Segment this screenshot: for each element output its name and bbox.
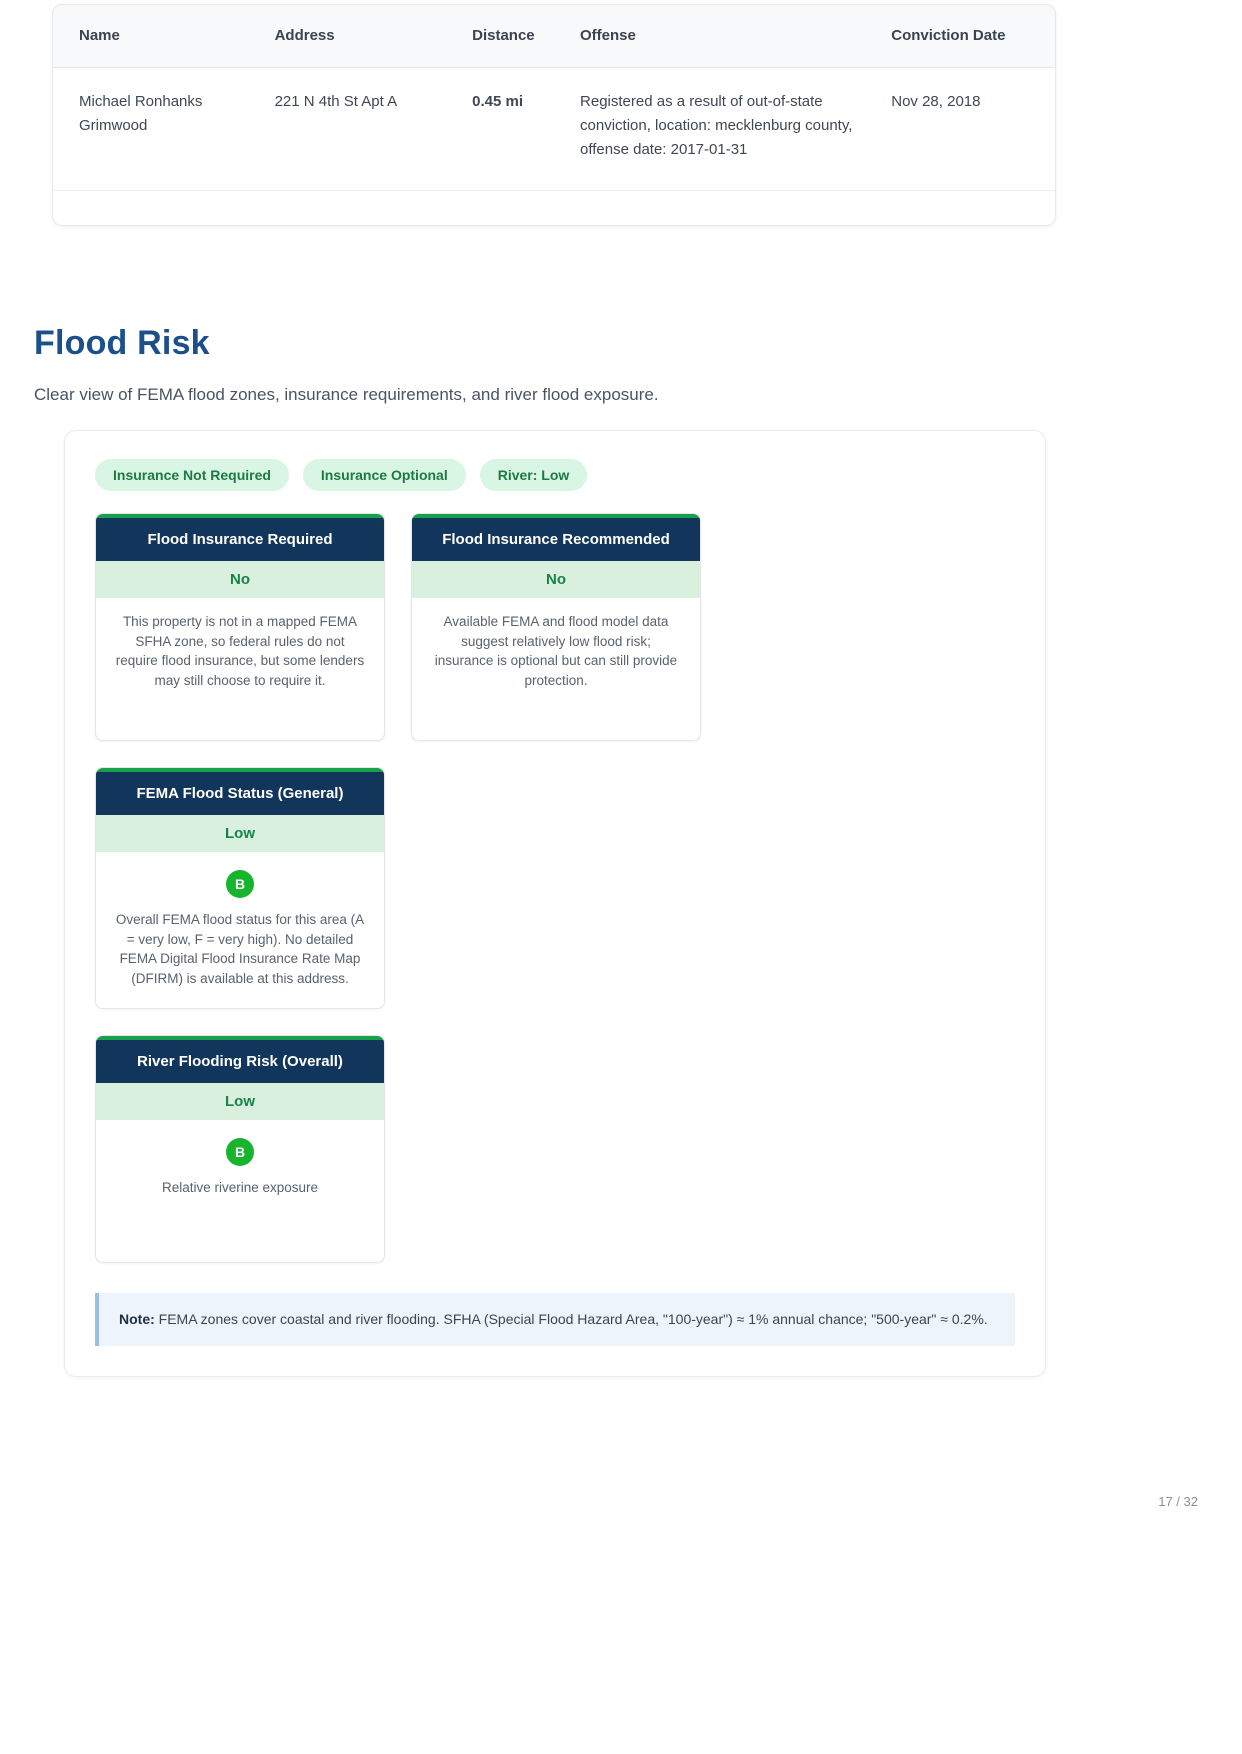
cell-address: 221 N 4th St Apt A	[275, 67, 473, 190]
card-title: FEMA Flood Status (General)	[96, 772, 384, 815]
flood-card-insurance-recommended	[411, 513, 701, 741]
pill-insurance-not-required: Insurance Not Required	[95, 459, 289, 491]
card-title: Flood Insurance Recommended	[412, 518, 700, 561]
grade-badge: B	[226, 1138, 254, 1166]
flood-note	[95, 1293, 1015, 1346]
note-text: FEMA zones cover coastal and river flooding. SFHA (Special Flood Hazard Area, "100-year") ≈ 1% annual chance; "500-year" ≈ 0.2%.	[154, 1311, 988, 1328]
note-label: Note:	[119, 1311, 155, 1328]
sex-offender-table-card	[52, 4, 1056, 226]
card-title: Flood Insurance Required	[96, 518, 384, 561]
flood-card-river-flooding-risk	[95, 1035, 385, 1263]
card-description: Overall FEMA flood status for this area (A = very low, F = very high). No detailed FEMA Digital Flood Insurance Rate Map (DFIRM) is available at this address.	[115, 912, 365, 986]
card-title: River Flooding Risk (Overall)	[96, 1040, 384, 1083]
card-body	[96, 852, 384, 1008]
column-header-name: Name	[53, 5, 275, 67]
table-footer-spacer	[53, 191, 1055, 225]
column-header-conviction-date: Conviction Date	[891, 5, 1055, 67]
table-header-row	[53, 5, 1055, 67]
flood-card-grid-row-2	[95, 1035, 1015, 1263]
page-title: Flood Risk	[34, 324, 210, 362]
flood-card-insurance-required	[95, 513, 385, 741]
column-header-offense: Offense	[580, 5, 891, 67]
page-subtitle: Clear view of FEMA flood zones, insurance requirements, and river flood exposure.	[34, 385, 659, 404]
card-body	[96, 1120, 384, 1262]
table-row	[53, 67, 1055, 190]
card-value: Low	[96, 1083, 384, 1120]
cell-conviction-date: Nov 28, 2018	[891, 67, 1055, 190]
flood-card-fema-status	[95, 767, 385, 1009]
column-header-distance: Distance	[472, 5, 580, 67]
pill-insurance-optional: Insurance Optional	[303, 459, 466, 491]
flood-card-grid-row-1	[95, 513, 1015, 1009]
card-description: Relative riverine exposure	[161, 1180, 319, 1196]
table-body	[53, 67, 1055, 190]
card-value: No	[96, 561, 384, 598]
card-value: No	[412, 561, 700, 598]
offender-table	[53, 5, 1055, 191]
card-description: Available FEMA and flood model data suggest relatively low flood risk; insurance is optional but can still provide protection.	[434, 614, 678, 688]
grade-badge: B	[226, 870, 254, 898]
column-header-address: Address	[275, 5, 473, 67]
cell-distance: 0.45 mi	[472, 67, 580, 190]
cell-offense: Registered as a result of out-of-state conviction, location: mecklenburg county, offense date: 2017-01-31	[580, 67, 891, 190]
flood-status-pills	[95, 459, 1015, 491]
cell-name: Michael Ronhanks Grimwood	[53, 67, 275, 190]
pill-river-low: River: Low	[480, 459, 588, 491]
card-value: Low	[96, 815, 384, 852]
card-description: This property is not in a mapped FEMA SFHA zone, so federal rules do not require flood insurance, but some lenders may still choose to require it.	[115, 614, 365, 688]
table-header	[53, 5, 1055, 67]
page-number: 17 / 32	[1158, 1494, 1198, 1509]
flood-risk-panel	[64, 430, 1046, 1377]
